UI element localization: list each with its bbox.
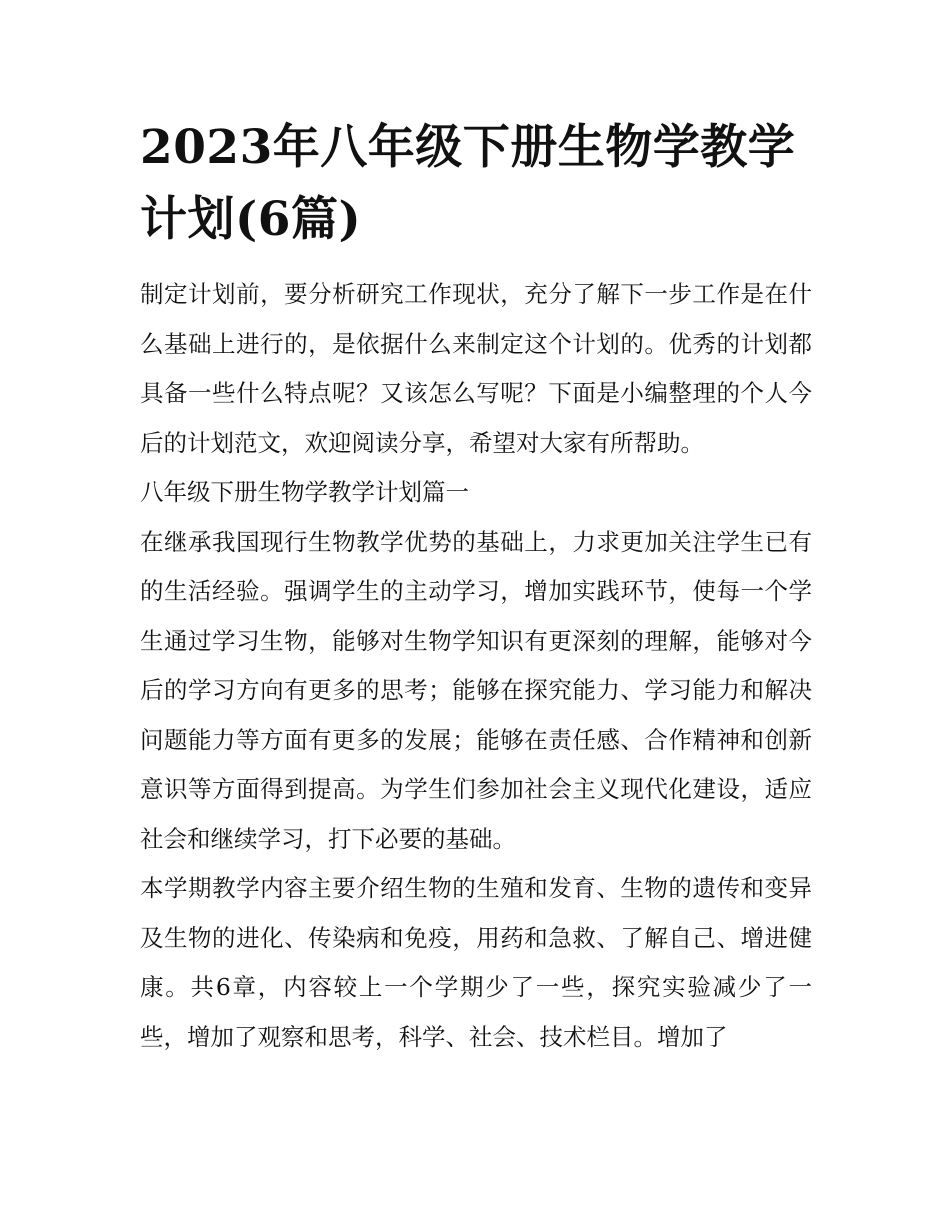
intro-paragraph: 制定计划前，要分析研究工作现状，充分了解下一步工作是在什么基础上进行的，是依据什么来制定这个计划的。优秀的计划都具备一些什么特点呢？又该怎么写呢？下面是小编整理的个人今后的计划范文，欢迎阅读分享，希望对大家有所帮助。 (140, 280, 812, 457)
body-paragraph-1: 在继承我国现行生物教学优势的基础上，力求更加关注学生已有的生活经验。强调学生的主动学习，增加实践环节，使每一个学生通过学习生物，能够对生物学知识有更深刻的理解，能够对今后的学习方向有更多的思考；能够在探究能力、学习能力和解决问题能力等方面有更多的发展；能够在责任感、合作精神和创新意识等方面得到提高。为学生们参加社会主义现代化建设，适应社会和继续学习，打下必要的基础。 (140, 527, 812, 853)
document-title: 2023年八年级下册生物学教学计划(6篇) (140, 120, 796, 247)
document-page (140, 112, 812, 1062)
section-heading: 八年级下册生物学教学计划篇一 (140, 478, 469, 506)
body-paragraph-2: 本学期教学内容主要介绍生物的生殖和发育、生物的遗传和变异及生物的进化、传染病和免疫，用药和急救、了解自己、增进健康。共6章，内容较上一个学期少了一些，探究实验减少了一些，增加了观察和思考，科学、社会、技术栏目。增加了 (140, 874, 812, 1051)
